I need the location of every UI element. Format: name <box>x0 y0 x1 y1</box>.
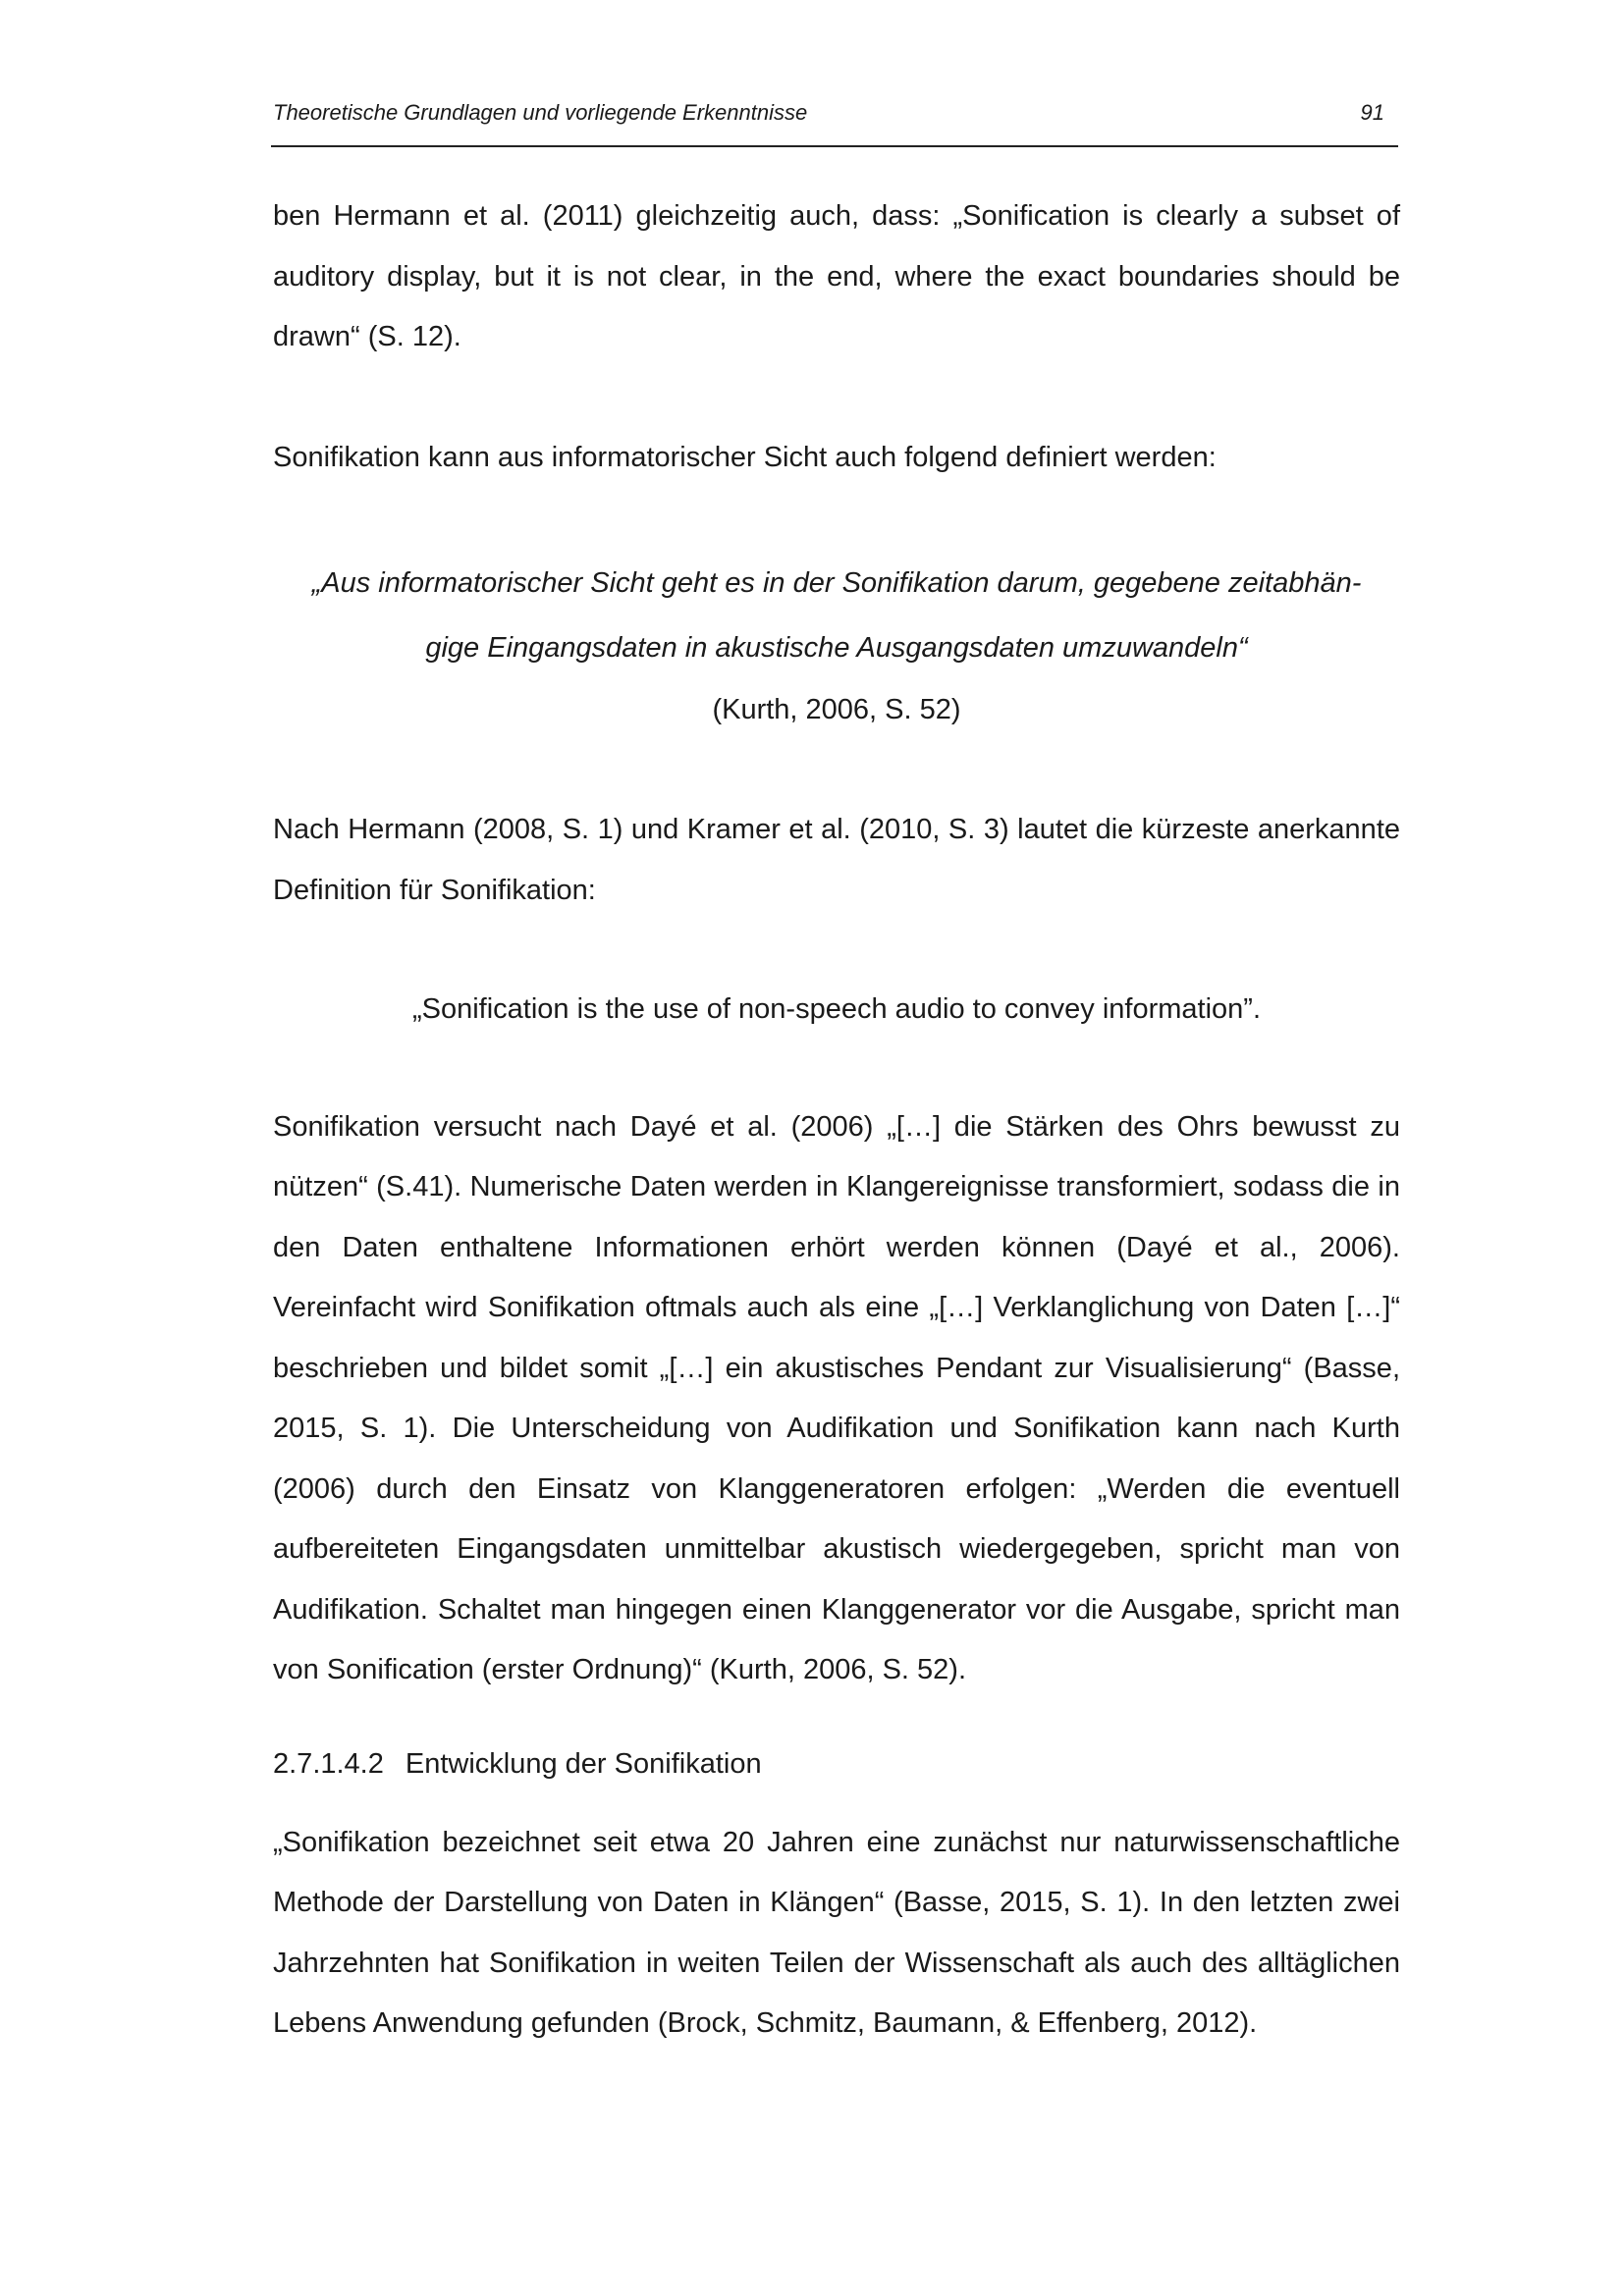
paragraph-4: Sonifikation versucht nach Dayé et al. (2006) „[…] die Stärken des Ohrs bewusst zu nützen“ (S.41). Numerische Daten werden in Klangereignisse transformiert, sodass die in den Daten enthaltene Informationen erhört werden können (Dayé et al., 2006). Vereinfacht wird Sonifikation oftmals auch als eine „[…] Verklanglichung von Daten […]“ beschrieben und bildet somit „[…] ein akustisches Pendant zur Visualisierung“ (Basse, 2015, S. 1). Die Unterscheidung von Audifikation und Sonifikation kann nach Kurth (2006) durch den Einsatz von Klanggeneratoren erfolgen: „Werden die eventuell aufbereiteten Eingangsdaten unmittelbar akustisch wiedergegeben, spricht man von Audifikation. Schaltet man hingegen einen Klanggenerator vor die Ausgabe, spricht man von Sonification (erster Ordnung)“ (Kurth, 2006, S. 52). <box>273 1110 1400 1685</box>
running-header <box>271 96 1398 147</box>
quote-line-2: gige Eingangsdaten in akustische Ausgangsdaten umzuwandeln“ <box>425 632 1248 664</box>
paragraph-1: ben Hermann et al. (2011) gleichzeitig auch, dass: „Sonification is clearly a subset of auditory display, but it is not clear, in the end, where the exact boundaries should be drawn“ (S. 12). <box>273 200 1400 352</box>
page-content <box>273 187 1400 2055</box>
paragraph-5: „Sonifikation bezeichnet seit etwa 20 Jahren eine zunächst nur naturwissenschaftliche Methode der Darstellung von Daten in Klängen“ (Basse, 2015, S. 1). In den letzten zwei Jahrzehnten hat Sonifikation in weiten Teilen der Wissenschaft als auch des alltäglichen Lebens Anwendung gefunden (Brock, Schmitz, Baumann, & Effenberg, 2012). <box>273 1826 1400 2039</box>
paragraph-2: Sonifikation kann aus informatorischer Sicht auch folgend definiert werden: <box>273 441 1217 473</box>
definition-quote: „Sonification is the use of non-speech audio to convey information”. <box>411 993 1262 1025</box>
block-quote-kurth <box>273 551 1400 739</box>
header-title: Theoretische Grundlagen und vorliegende Erkenntnisse <box>273 100 808 125</box>
section-title: Entwicklung der Sonifikation <box>405 1747 762 1780</box>
quote-line-1: „Aus informatorischer Sicht geht es in der Sonifikation darum, gegebene zeitabhän- <box>311 567 1362 599</box>
paragraph-3: Nach Hermann (2008, S. 1) und Kramer et al. (2010, S. 3) lautet die kürzeste anerkannte Definition für Sonifikation: <box>273 814 1400 906</box>
section-heading <box>273 1735 1400 1793</box>
page-number: 91 <box>1360 100 1384 125</box>
quote-citation: (Kurth, 2006, S. 52) <box>712 694 961 725</box>
section-number: 2.7.1.4.2 <box>273 1747 384 1780</box>
